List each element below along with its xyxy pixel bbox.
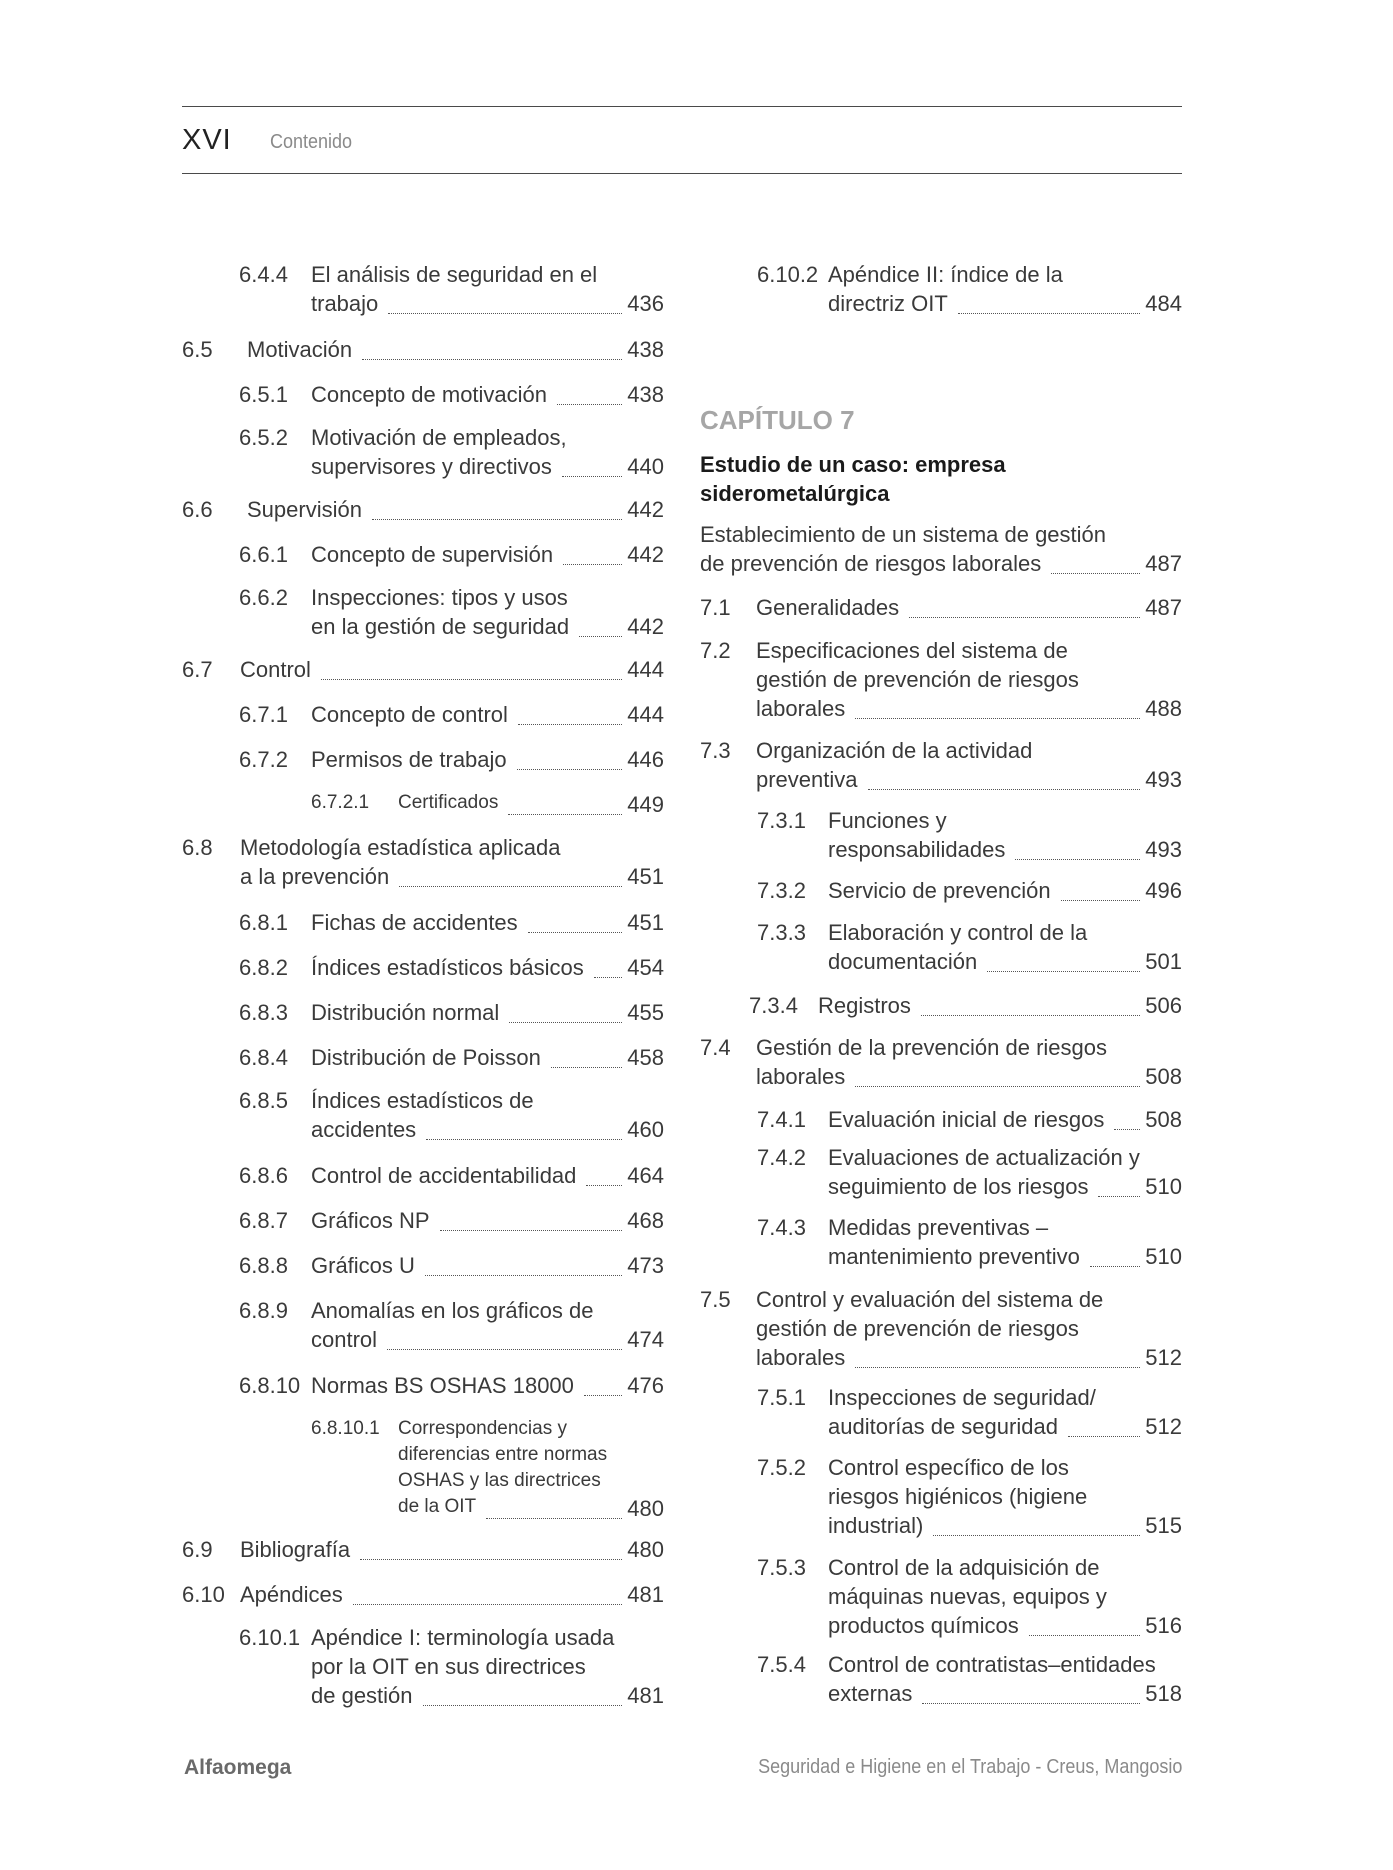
left-entry-page: 440 [627, 454, 664, 479]
left-entry-title: El análisis de seguridad en el [311, 262, 598, 287]
left-entry-title: de la OIT [398, 1496, 477, 1517]
publisher-logo-text: Alfaomega [184, 1756, 292, 1779]
left-entry-page: 476 [627, 1373, 664, 1398]
left-entry-number: 6.8.6 [239, 1163, 288, 1188]
right-entry-title: laborales [756, 1345, 846, 1370]
right-entry-page: 508 [1145, 1064, 1182, 1089]
right-entry-number: 7.5.1 [757, 1385, 806, 1410]
right-entry-number: 7.5.3 [757, 1555, 806, 1580]
left-leader-dots [423, 1705, 622, 1706]
right-entry-page: 510 [1145, 1174, 1182, 1199]
left-entry-number: 6.6.2 [239, 585, 288, 610]
left-entry-title: Supervisión [247, 497, 362, 522]
left-entry-page: 438 [627, 337, 664, 362]
left-entry-number: 6.8.10.1 [311, 1418, 380, 1439]
left-leader-dots [562, 476, 622, 477]
right-leader-dots [958, 313, 1140, 314]
left-entry-title: Normas BS OSHAS 18000 [311, 1373, 574, 1398]
left-entry-title: por la OIT en sus directrices [311, 1654, 586, 1679]
right-entry-title: responsabilidades [828, 837, 1006, 862]
right-leader-dots [1061, 900, 1140, 901]
left-leader-dots [508, 814, 622, 815]
right-entry-title: Evaluación inicial de riesgos [828, 1107, 1105, 1132]
left-entry-title: Apéndice I: terminología usada [311, 1625, 615, 1650]
right-leader-dots [922, 1703, 1140, 1704]
right-entry-title: máquinas nuevas, equipos y [828, 1584, 1107, 1609]
right-entry-title: Generalidades [756, 595, 900, 620]
left-leader-dots [362, 359, 622, 360]
left-entry-title: Control de accidentabilidad [311, 1163, 577, 1188]
right-entry-page: 484 [1145, 291, 1182, 316]
right-leader-dots [1051, 573, 1140, 574]
left-entry-number: 6.6.1 [239, 542, 288, 567]
left-entry-page: 468 [627, 1208, 664, 1233]
right-entry-title: preventiva [756, 767, 858, 792]
right-entry-title: Gestión de la prevención de riesgos [756, 1035, 1107, 1060]
left-entry-page: 458 [627, 1045, 664, 1070]
left-leader-dots [594, 977, 622, 978]
right-entry-number: 6.10.2 [757, 262, 819, 287]
left-entry-page: 438 [627, 382, 664, 407]
left-leader-dots [528, 932, 622, 933]
left-entry-number: 6.8.5 [239, 1088, 288, 1113]
left-entry-page: 473 [627, 1253, 664, 1278]
left-entry-page: 481 [627, 1582, 664, 1607]
right-leader-dots [855, 718, 1140, 719]
left-entry-title: supervisores y directivos [311, 454, 552, 479]
right-entry-title: gestión de prevención de riesgos [756, 667, 1079, 692]
left-entry-number: 6.8 [182, 835, 213, 860]
right-entry-number: 7.3.4 [749, 993, 798, 1018]
left-entry-title: de gestión [311, 1683, 413, 1708]
right-entry-page: 493 [1145, 767, 1182, 792]
book-footer: Seguridad e Higiene en el Trabajo - Creus, Mangosio [757, 1756, 1182, 1778]
chapter-label: CAPÍTULO 7 [700, 405, 855, 435]
right-entry-title: directriz OIT [828, 291, 948, 316]
left-entry-title: Metodología estadística aplicada [240, 835, 561, 860]
left-entry-number: 6.8.8 [239, 1253, 288, 1278]
left-entry-number: 6.8.9 [239, 1298, 288, 1323]
right-leader-dots [987, 971, 1140, 972]
left-entry-page: 451 [627, 864, 664, 889]
right-entry-page: 516 [1145, 1613, 1182, 1638]
right-entry-title: auditorías de seguridad [828, 1414, 1058, 1439]
left-leader-dots [586, 1185, 622, 1186]
right-leader-dots [933, 1535, 1140, 1536]
right-entry-title: Control de contratistas–entidades [828, 1652, 1156, 1677]
right-entry-number: 7.1 [700, 595, 731, 620]
right-entry-title: gestión de prevención de riesgos [756, 1316, 1079, 1341]
right-entry-page: 512 [1145, 1345, 1182, 1370]
left-leader-dots [321, 679, 622, 680]
left-entry-number: 6.10.1 [239, 1625, 301, 1650]
left-entry-title: Bibliografía [240, 1537, 351, 1562]
left-entry-title: Fichas de accidentes [311, 910, 518, 935]
left-leader-dots [353, 1604, 622, 1605]
right-entry-page: 501 [1145, 949, 1182, 974]
header-bottom-rule [182, 173, 1182, 174]
left-entry-number: 6.9 [182, 1537, 213, 1562]
right-entry-number: 7.3.2 [757, 878, 806, 903]
left-entry-title: diferencias entre normas [398, 1444, 608, 1465]
left-leader-dots [584, 1395, 622, 1396]
left-entry-number: 6.8.1 [239, 910, 288, 935]
running-title: Contenido [270, 131, 353, 153]
left-entry-page: 474 [627, 1327, 664, 1352]
right-leader-dots [1090, 1266, 1140, 1267]
right-entry-title: Funciones y [828, 808, 947, 833]
left-entry-page: 480 [627, 1537, 664, 1562]
left-entry-number: 6.5.1 [239, 382, 288, 407]
chapter-title-line-2: siderometalúrgica [700, 481, 890, 506]
right-entry-page: 506 [1145, 993, 1182, 1018]
left-entry-number: 6.5 [182, 337, 213, 362]
left-entry-number: 6.5.2 [239, 425, 288, 450]
right-entry-title: Organización de la actividad [756, 738, 1033, 763]
right-entry-title: laborales [756, 1064, 846, 1089]
right-entry-title: externas [828, 1681, 913, 1706]
left-leader-dots [360, 1559, 622, 1560]
right-entry-page: 493 [1145, 837, 1182, 862]
left-entry-number: 6.6 [182, 497, 213, 522]
header-top-rule [182, 106, 1182, 107]
left-entry-title: Concepto de supervisión [311, 542, 554, 567]
left-entry-number: 6.8.10 [239, 1373, 301, 1398]
right-entry-title: Registros [818, 993, 911, 1018]
right-entry-title: Establecimiento de un sistema de gestión [700, 522, 1107, 547]
right-entry-page: 512 [1145, 1414, 1182, 1439]
right-entry-title: Evaluaciones de actualización y [828, 1145, 1140, 1170]
left-entry-page: 464 [627, 1163, 664, 1188]
right-entry-number: 7.5.4 [757, 1652, 806, 1677]
left-entry-number: 6.8.7 [239, 1208, 288, 1233]
left-leader-dots [399, 886, 622, 887]
right-entry-title: Especificaciones del sistema de [756, 638, 1068, 663]
right-entry-number: 7.3 [700, 738, 731, 763]
left-entry-title: trabajo [311, 291, 379, 316]
left-leader-dots [387, 1349, 622, 1350]
left-entry-title: Permisos de trabajo [311, 747, 507, 772]
left-entry-title: control [311, 1327, 378, 1352]
left-leader-dots [563, 564, 622, 565]
left-leader-dots [425, 1275, 622, 1276]
right-entry-title: seguimiento de los riesgos [828, 1174, 1089, 1199]
right-leader-dots [1029, 1635, 1140, 1636]
left-entry-page: 449 [627, 792, 664, 817]
right-leader-dots [1114, 1129, 1140, 1130]
left-leader-dots [579, 636, 622, 637]
left-entry-page: 481 [627, 1683, 664, 1708]
right-entry-page: 487 [1145, 595, 1182, 620]
right-entry-page: 518 [1145, 1681, 1182, 1706]
right-entry-number: 7.5 [700, 1287, 731, 1312]
left-entry-number: 6.7 [182, 657, 213, 682]
left-entry-number: 6.8.3 [239, 1000, 288, 1025]
left-entry-number: 6.8.4 [239, 1045, 288, 1070]
right-entry-title: Apéndice II: índice de la [828, 262, 1063, 287]
left-entry-page: 444 [627, 657, 664, 682]
right-entry-title: de prevención de riesgos laborales [700, 551, 1042, 576]
right-leader-dots [1098, 1196, 1140, 1197]
right-entry-number: 7.3.1 [757, 808, 806, 833]
left-entry-page: 442 [627, 542, 664, 567]
left-entry-page: 454 [627, 955, 664, 980]
right-entry-page: 487 [1145, 551, 1182, 576]
left-entry-title: Motivación de empleados, [311, 425, 567, 450]
right-entry-page: 496 [1145, 878, 1182, 903]
right-entry-number: 7.4.3 [757, 1215, 806, 1240]
right-entry-number: 7.4.2 [757, 1145, 806, 1170]
left-entry-title: Índices estadísticos de [311, 1088, 534, 1113]
left-entry-title: Anomalías en los gráficos de [311, 1298, 594, 1323]
right-entry-title: industrial) [828, 1513, 924, 1538]
chapter-title-line-1: Estudio de un caso: empresa [700, 452, 1006, 477]
left-leader-dots [551, 1067, 622, 1068]
right-entry-title: Medidas preventivas – [828, 1215, 1049, 1240]
left-entry-number: 6.7.2.1 [311, 792, 370, 813]
right-leader-dots [855, 1367, 1140, 1368]
left-entry-page: 436 [627, 291, 664, 316]
left-entry-page: 446 [627, 747, 664, 772]
left-entry-title: Correspondencias y [398, 1418, 567, 1439]
right-entry-number: 7.3.3 [757, 920, 806, 945]
right-leader-dots [1015, 859, 1140, 860]
left-leader-dots [509, 1022, 622, 1023]
right-entry-title: documentación [828, 949, 978, 974]
left-entry-number: 6.7.1 [239, 702, 288, 727]
right-entry-title: mantenimiento preventivo [828, 1244, 1080, 1269]
right-entry-title: Control de la adquisición de [828, 1555, 1100, 1580]
left-entry-page: 442 [627, 614, 664, 639]
left-entry-page: 442 [627, 497, 664, 522]
left-leader-dots [518, 724, 622, 725]
left-leader-dots [557, 404, 622, 405]
left-entry-number: 6.10 [182, 1582, 225, 1607]
left-leader-dots [440, 1230, 622, 1231]
left-leader-dots [372, 519, 622, 520]
left-leader-dots [486, 1518, 622, 1519]
page-number-roman: XVI [182, 124, 232, 156]
left-entry-title: Concepto de control [311, 702, 508, 727]
left-entry-page: 480 [627, 1496, 664, 1521]
left-entry-title: OSHAS y las directrices [398, 1470, 601, 1491]
right-leader-dots [921, 1015, 1140, 1016]
right-leader-dots [868, 789, 1140, 790]
left-entry-number: 6.4.4 [239, 262, 288, 287]
left-leader-dots [517, 769, 622, 770]
left-entry-page: 455 [627, 1000, 664, 1025]
left-entry-title: Distribución de Poisson [311, 1045, 541, 1070]
left-entry-page: 451 [627, 910, 664, 935]
right-leader-dots [1068, 1436, 1140, 1437]
left-entry-title: Control [240, 657, 311, 682]
right-leader-dots [855, 1086, 1140, 1087]
left-entry-title: Motivación [247, 337, 353, 362]
left-entry-title: en la gestión de seguridad [311, 614, 570, 639]
right-entry-title: riesgos higiénicos (higiene [828, 1484, 1088, 1509]
right-entry-page: 510 [1145, 1244, 1182, 1269]
left-entry-page: 444 [627, 702, 664, 727]
left-entry-title: Índices estadísticos básicos [311, 955, 584, 980]
right-entry-title: Control específico de los [828, 1455, 1069, 1480]
left-entry-number: 6.7.2 [239, 747, 288, 772]
left-entry-title: Inspecciones: tipos y usos [311, 585, 568, 610]
right-entry-number: 7.2 [700, 638, 731, 663]
right-leader-dots [909, 617, 1140, 618]
left-leader-dots [388, 313, 622, 314]
right-entry-page: 515 [1145, 1513, 1182, 1538]
left-entry-title: Distribución normal [311, 1000, 500, 1025]
left-entry-page: 460 [627, 1117, 664, 1142]
right-entry-title: laborales [756, 696, 846, 721]
left-entry-number: 6.8.2 [239, 955, 288, 980]
right-entry-page: 508 [1145, 1107, 1182, 1132]
left-entry-title: Certificados [398, 792, 499, 813]
right-entry-number: 7.4.1 [757, 1107, 806, 1132]
left-leader-dots [426, 1139, 622, 1140]
right-entry-title: Elaboración y control de la [828, 920, 1088, 945]
left-entry-title: Gráficos NP [311, 1208, 430, 1233]
right-entry-number: 7.4 [700, 1035, 731, 1060]
left-entry-title: Apéndices [240, 1582, 343, 1607]
left-entry-title: accidentes [311, 1117, 417, 1142]
right-entry-title: Control y evaluación del sistema de [756, 1287, 1104, 1312]
right-entry-page: 488 [1145, 696, 1182, 721]
left-entry-title: a la prevención [240, 864, 390, 889]
right-entry-number: 7.5.2 [757, 1455, 806, 1480]
right-entry-title: productos químicos [828, 1613, 1019, 1638]
right-entry-title: Inspecciones de seguridad/ [828, 1385, 1096, 1410]
right-entry-title: Servicio de prevención [828, 878, 1051, 903]
left-entry-title: Gráficos U [311, 1253, 415, 1278]
left-entry-title: Concepto de motivación [311, 382, 548, 407]
